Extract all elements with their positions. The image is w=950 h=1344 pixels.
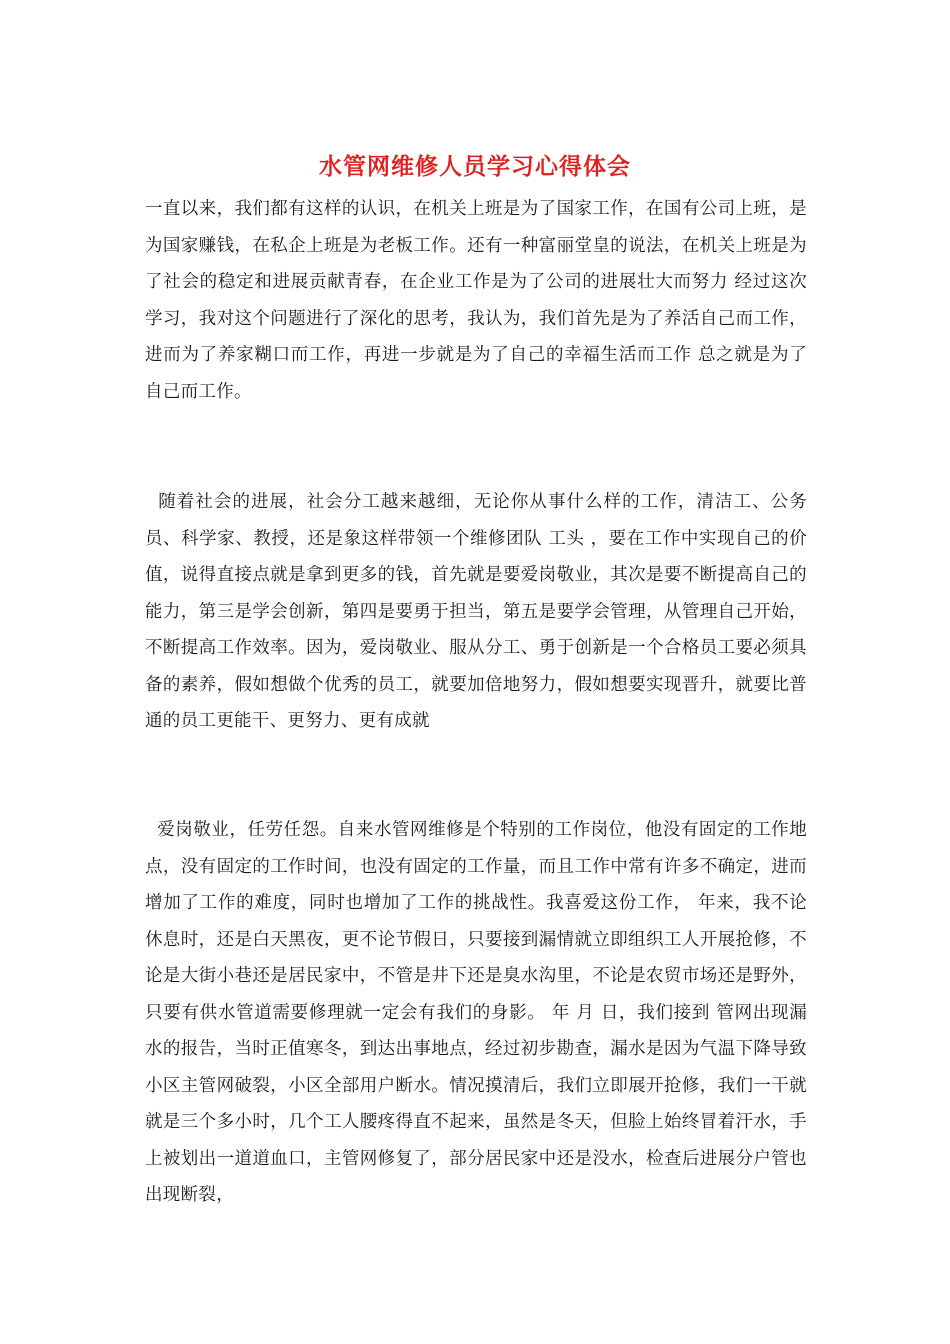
paragraph-3: 爱岗敬业，任劳任怨。自来水管网维修是个特别的工作岗位，他没有固定的工作地点，没有固定的工作时间，也没有固定的工作量，而且工作中常有许多不确定，进而增加了工作的难度，同时也增加了工作的挑战性。我喜爱这份工作， 年来，我不论休息时，还是白天黑夜，更不论节假日，只要接到漏情就立即组织工人开展抢修，不论是大街小巷还是居民家中，不管是井下还是臭水沟里，不论是农贸市场还是野外，只要有供水管道需要修理就一定会有我们的身影。 年 月 日，我们接到 管网出现漏水的报告，当时正值寒冬，到达出事地点，经过初步勘查，漏水是因为气温下降导致小区主管网破裂，小区全部用户断水。情况摸清后，我们立即展开抢修，我们一干就就是三个多小时，几个工人腰疼得直不起来，虽然是冬天，但脸上始终冒着汗水，手上被划出一道道血口，主管网修复了，部分居民家中还是没水，检查后进展分户管也出现断裂，: [145, 820, 808, 1205]
paragraph-1: 一直以来，我们都有这样的认识，在机关上班是为了国家工作，在国有公司上班，是为国家赚钱，在私企上班是为老板工作。还有一种富丽堂皇的说法，在机关上班是为了社会的稳定和进展贡献青春，在企业工作是为了公司的进展壮大而努力 经过这次学习，我对这个问题进行了深化的思考，我认为，我们首先是为了养活自己而工作，进而为了养家糊口而工作，再进一步就是为了自己的幸福生活而工作 总之就是为了自己而工作。: [145, 199, 807, 402]
paragraph-2: 随着社会的进展，社会分工越来越细，无论你从事什么样的工作，清洁工、公务员、科学家、教授，还是象这样带领一个维修团队 工头 ，要在工作中实现自己的价值，说得直接点就是拿到更多的钱，首先就是要爱岗敬业，其次是要不断提高自己的能力，第三是学会创新，第四是要勇于担当，第五是要学会管理，从管理自己开始，不断提高工作效率。因为，爱岗敬业、服从分工、勇于创新是一个合格员工要必须具备的素养，假如想做个优秀的员工，就要加倍地努力，假如想要实现晋升，就要比普通的员工更能干、更努力、更有成就: [145, 492, 807, 731]
document-title: 水管网维修人员学习心得体会: [319, 153, 631, 180]
